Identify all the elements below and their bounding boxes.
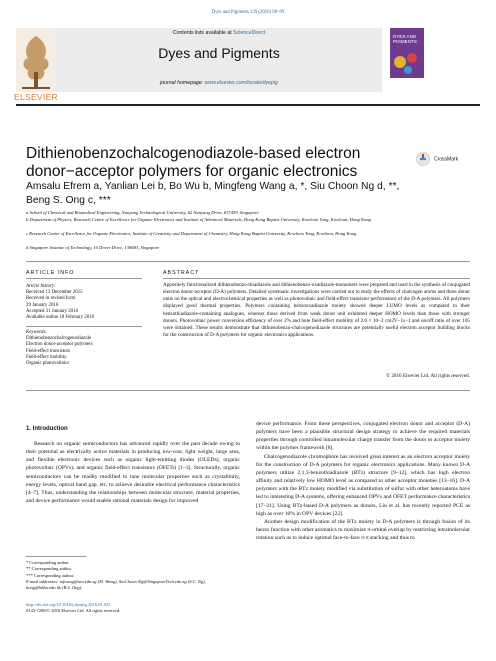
abstract-rule — [163, 278, 470, 279]
author-list — [26, 180, 446, 208]
affiliation: d Singapore Institute of Technology, 10 Dover Drive, 138683, Singapore — [26, 245, 160, 250]
homepage-link[interactable]: www.elsevier.com/locate/dyepig — [204, 80, 278, 86]
article-history — [26, 284, 144, 321]
contents-line — [56, 30, 382, 36]
homepage-line — [56, 80, 382, 86]
history-item: Received 13 December 2015 — [26, 290, 83, 296]
keyword: Electron donor-acceptor polymers — [26, 342, 93, 348]
body-paragraph: device performance. From these perspectives, conjugated electron donor and acceptor (D-A) polymers have been a plausible structural design strategy to achieve the required materials properties through controlled intramolecular charge transfer from the donor to acceptor moiety within the polymer framework [8]. — [256, 421, 470, 452]
keywords — [26, 330, 144, 367]
keywords-rule — [26, 326, 142, 327]
footnote-rule — [26, 556, 86, 557]
history-item: Accepted 31 January 2016 — [26, 308, 79, 314]
body-paragraph: Chalcogenodiazole chromophore has received great interest as an electron acceptor moiety for the construction of D-A polymers for organic electronics applications. Many known D-A polymers utilize 2,1,3-benzothiadiazole (BTz) structure [9–12], which has high electron affinity and relatively low HOMO level as compared to other acceptor moieties [13–16]. D-A polymers with the BTz moiety modified via substitution of sulfur with other heteroatoms have led to interesting D-A systems, offering enhanced OPVs and OFET performance characteristics [17–21]. Using BTz-based D-A polymers as donors, Liu et al. has recently reported PCE as high as over 10% in OPV devices [22]. — [256, 453, 470, 517]
authors-line-2: Beng S. Ong c, *** — [26, 195, 111, 206]
abstract-bottom-rule — [26, 390, 470, 391]
issn-line: 0143-7208/© 2016 Elsevier Ltd. All rights reserved. — [26, 608, 121, 614]
history-item: Available online 18 February 2016 — [26, 315, 95, 321]
contents-prefix: Contents lists available at — [172, 30, 234, 36]
elsevier-logo — [16, 28, 56, 92]
crossmark-icon — [416, 152, 430, 166]
sciencedirect-link[interactable]: ScienceDirect — [233, 30, 266, 36]
doi-link[interactable]: http://dx.doi.org/10.1016/j.dyepig.2016.01.035 — [26, 602, 111, 607]
crossmark-badge[interactable] — [416, 150, 474, 164]
affiliation: c Research Centre of Excellence for Organic Electronics, Institute of Creativity and Department of Chemistry, Hong Kong Baptist University, Kowloon Tong, Kowloon, Hong Kong — [26, 231, 357, 236]
homepage-prefix: journal homepage: — [160, 80, 205, 86]
body-column-left — [26, 440, 240, 505]
section-heading: 1. Introduction — [26, 426, 68, 432]
affiliation: a School of Chemical and Biomedical Engineering, Nanyang Technological University, 62 Nanyang Drive, 637459, Singapore — [26, 210, 259, 215]
keyword: Dithienobenzochalcogenodiazole — [26, 336, 92, 342]
abstract-text: Appositely functionalized dithienobenzo-thiadiazole and dithienobenzo-oxadiazole-monomers were prepared and used in the synthesis of conjugated electron donor-acceptor (D-A) polymers. Detailed systematic investigations were carried out to study the effects of chalcogen atoms and three donor units on the optical and electrochemical properties as well as photovoltaic and field-effect transistor performance of the D-A polymers. All polymers displayed good thermal properties. Polymers containing benzooxadiazole moiety showed deeper LUMO levels as compared to their benzothiadiazole-containing analogues, whereas those derived from weak donor unit exhibited deeper HOMO levels than those with stronger donors. Photovoltaic power conversion efficiency of over 2% and hole field-effect mobility of 2.6 × 10−2 cm2V−1s−1 and on/off ratio of over 105 were obtained. These results demonstrate that dithienobenzo-chalcogenodiazole structures are potentially useful electron acceptor building blocks for the construction of D-A polymers for organic electronics applications. — [163, 282, 470, 339]
copyright-notice: © 2016 Elsevier Ltd. All rights reserved. — [386, 373, 470, 379]
abstract-heading: ABSTRACT — [163, 270, 200, 276]
body-paragraph: Research on organic semiconductors has advanced rapidly over the past decade owing to their potential as electrically active materials in producing low-cost, light weight, large area, and flexible electronic devices such as organic light-emitting diodes (OLEDs), organic photovoltaic (OPVs), and organic field-effect transistors (OFETs) [1–3]. Structurally, organic semiconductors can be readily modified to tune molecular properties such as crystallinity, energy levels, optical band gap, etc, to achieve desirable electrical performance characteristics [4–7]. Thus, understanding the relationships between molecular structure, material properties, and device performance would enable rational materials design for improved — [26, 441, 240, 505]
history-item: Received in revised form — [26, 296, 76, 302]
footnote: ** Corresponding author. — [26, 566, 72, 572]
crossmark-label: CrossMark — [434, 156, 459, 163]
journal-reference[interactable]: Dyes and Pigments 129 (2016) 90–99 — [211, 10, 285, 15]
keyword: Organic photovoltaics — [26, 361, 70, 367]
article-info-heading: ARTICLE INFO — [26, 270, 75, 276]
footnote: * Corresponding author. — [26, 560, 70, 565]
footnotes — [26, 560, 240, 591]
body-column-right — [256, 420, 470, 542]
article-info-rule — [26, 278, 142, 279]
article-title: Dithienobenzochalcogenodiazole-based electron donor−acceptor polymers for organic electronics — [26, 145, 361, 180]
journal-title: Dyes and Pigments — [158, 45, 280, 61]
affiliation: b Department of Physics, Research Centre of Excellence for Organic Electronics and Institute of Advanced Materials, Hong Kong Baptist University, Kowloon Tong, Kowloon, Hong Kong — [26, 217, 371, 222]
history-label: Article history: — [26, 284, 56, 289]
doi-block — [26, 602, 240, 615]
history-item: 29 January 2016 — [26, 302, 59, 308]
keywords-label: Keywords: — [26, 330, 48, 335]
keyword: Field-effect transistors — [26, 348, 71, 354]
publisher-name: ELSEVIER — [14, 92, 58, 102]
footnote-emails: E-mail addresses: mfwang@ntu.edu.sg (M. Wang), SiuChoon.Ng@SingaporeTech.edu.sg (S.C. Ng), bong@hkbu.edu.hk (B.S. Ong). — [26, 578, 206, 591]
authors-line-1: Amsalu Efrem a, Yanlian Lei b, Bo Wu b, Mingfeng Wang a, *, Siu Choon Ng d, **, — [26, 181, 400, 192]
body-paragraph: Another design modification of the BTz moiety in D-A polymers is through fusion of its benzo function with other aromatics to maximize π-orbital overlap by restricting intramolecular rotation such as to induce optimal face-to-face π-π stacking and thus to — [256, 518, 470, 542]
keyword: Field-effect mobility — [26, 354, 67, 360]
masthead-divider — [16, 104, 480, 106]
cover-title: DYES AND PIGMENTS — [393, 34, 417, 45]
header-divider — [26, 261, 470, 262]
footnote: *** Corresponding author. — [26, 572, 75, 578]
